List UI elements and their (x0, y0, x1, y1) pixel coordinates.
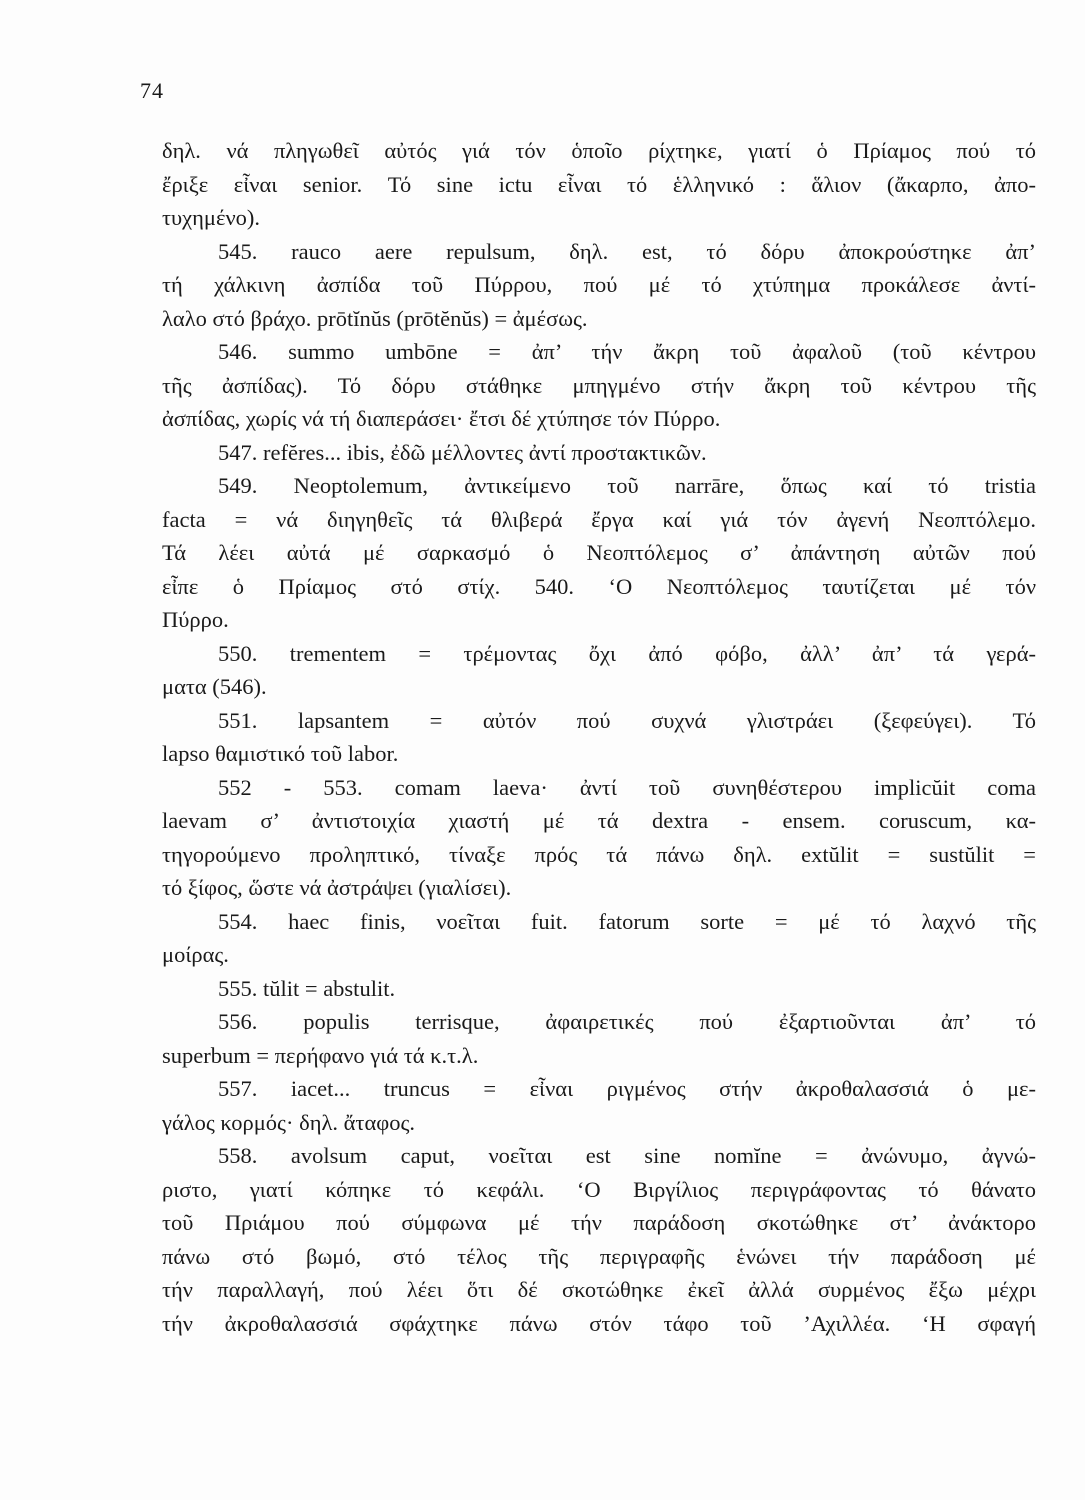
text-line: 545. rauco aere repulsum, δηλ. est, τό δόρυ ἀποκρούστηκε ἀπ’ (218, 238, 1036, 264)
text-line: τήν ἀκροθαλασσιά σφάχτηκε πάνω στόν τάφο τοῦ ’Αχιλλέα. ‘Η σφαγή (162, 1310, 1036, 1336)
text-line: γάλος κορμός· δηλ. ἄταφος. (162, 1109, 416, 1135)
text-line: lapso θαμιστικό τοῦ labor. (162, 741, 399, 766)
text-line: 552 - 553. comam laeva· ἀντί τοῦ συνηθέστερου implicŭit coma (218, 774, 1036, 800)
text-line: 551. lapsantem = αὐτόν πού συχνά γλιστράει (ξεφεύγει). Τό (218, 707, 1036, 733)
text-line: δηλ. νά πληγωθεῖ αὐτός γιά τόν ὁποῖο ρίχτηκε, γιατί ὁ Πρίαμος πού τό (162, 138, 1036, 163)
page-number: 74 (140, 78, 164, 103)
text-line: μοίρας. (162, 942, 229, 967)
text-line: 556. populis terrisque, ἀφαιρετικές πού ἐξαρτιοῦνται ἀπ’ τό (218, 1009, 1036, 1034)
text-line: 554. haec finis, νοεῖται fuit. fatorum sorte = μέ τό λαχνό τῆς (218, 908, 1036, 934)
text-line: 546. summo umbōne = ἀπ’ τήν ἄκρη τοῦ ἀφαλοῦ (τοῦ κέντρου (218, 339, 1036, 364)
text-line: τή χάλκινη ἀσπίδα τοῦ Πύρρου, πού μέ τό χτύπημα προκάλεσε ἀντί- (162, 272, 1036, 297)
text-line: τηγορούμενο προληπτικό, τίναξε πρός τά πάνω δηλ. extŭlit = sustŭlit = (162, 841, 1036, 867)
text-line: 549. Neoptolemum, ἀντικείμενο τοῦ narrāre, ὅπως καί τό tristia (218, 473, 1036, 498)
text-line: λαλο στό βράχο. prōtĭnŭs (prōtĕnŭs) = ἀμέσως. (162, 305, 588, 331)
text-line: 555. tŭlit = abstulit. (218, 975, 396, 1001)
text-line: ριστο, γιατί κόπηκε τό κεφάλι. ‘Ο Βιργίλιος περιγράφοντας τό θάνατο (162, 1176, 1036, 1202)
text-line: ἀσπίδας, χωρίς νά τή διαπεράσει· ἔτσι δέ χτύπησε τόν Πύρρο. (162, 406, 721, 431)
text-line: τοῦ Πριάμου πού σύμφωνα μέ τήν παράδοση σκοτώθηκε στ’ ἀνάκτορο (162, 1210, 1036, 1235)
text-line: πάνω στό βωμό, στό τέλος τῆς περιγραφῆς ἑνώνει τήν παράδοση μέ (162, 1243, 1036, 1269)
text-line: 547. refĕres... ibis, ἐδῶ μέλλοντες ἀντί προστακτικῶν. (218, 439, 707, 465)
text-line: ἔριξε εἶναι senior. Τό sine ictu εἶναι τό ἑλληνικό : ἅλιον (ἄκαρπο, ἀπο- (162, 171, 1036, 197)
commentary-text (162, 134, 1036, 1340)
text-line: 550. trementem = τρέμοντας ὄχι ἀπό φόβο, ἀλλ’ ἀπ’ τά γερά- (218, 640, 1036, 666)
text-line: laevam σ’ ἀντιστοιχία χιαστή μέ τά dextra - ensem. coruscum, κα- (162, 808, 1036, 833)
text-line: ματα (546). (162, 674, 267, 699)
text-line: Τά λέει αὐτά μέ σαρκασμό ὁ Νεοπτόλεμος σ’ ἀπάντηση αὐτῶν πού (162, 540, 1036, 565)
text-line: τό ξίφος, ὥστε νά ἀστράψει (γιαλίσει). (162, 875, 512, 900)
text-line: τῆς ἀσπίδας). Τό δόρυ στάθηκε μπηγμένο στήν ἄκρη τοῦ κέντρου τῆς (162, 372, 1036, 398)
text-line: superbum = περήφανο γιά τά κ.τ.λ. (162, 1042, 479, 1068)
text-line: τήν παραλλαγή, πού λέει ὅτι δέ σκοτώθηκε ἐκεῖ ἀλλά συρμένος ἔξω μέχρι (162, 1277, 1036, 1302)
text-line: τυχημένο). (162, 205, 260, 230)
text-line: facta = νά διηγηθεῖς τά θλιβερά ἔργα καί γιά τόν ἀγενή Νεοπτόλεμο. (162, 506, 1036, 532)
text-line: εἶπε ὁ Πρίαμος στό στίχ. 540. ‘Ο Νεοπτόλεμος ταυτίζεται μέ τόν (162, 573, 1036, 599)
text-line: 557. iacet... truncus = εἶναι ριγμένος στήν ἀκροθαλασσιά ὁ με- (218, 1076, 1036, 1101)
text-line: 558. avolsum caput, νοεῖται est sine nomĭne = ἀνώνυμο, ἀγνώ- (218, 1143, 1036, 1168)
text-line: Πύρρο. (162, 607, 229, 632)
